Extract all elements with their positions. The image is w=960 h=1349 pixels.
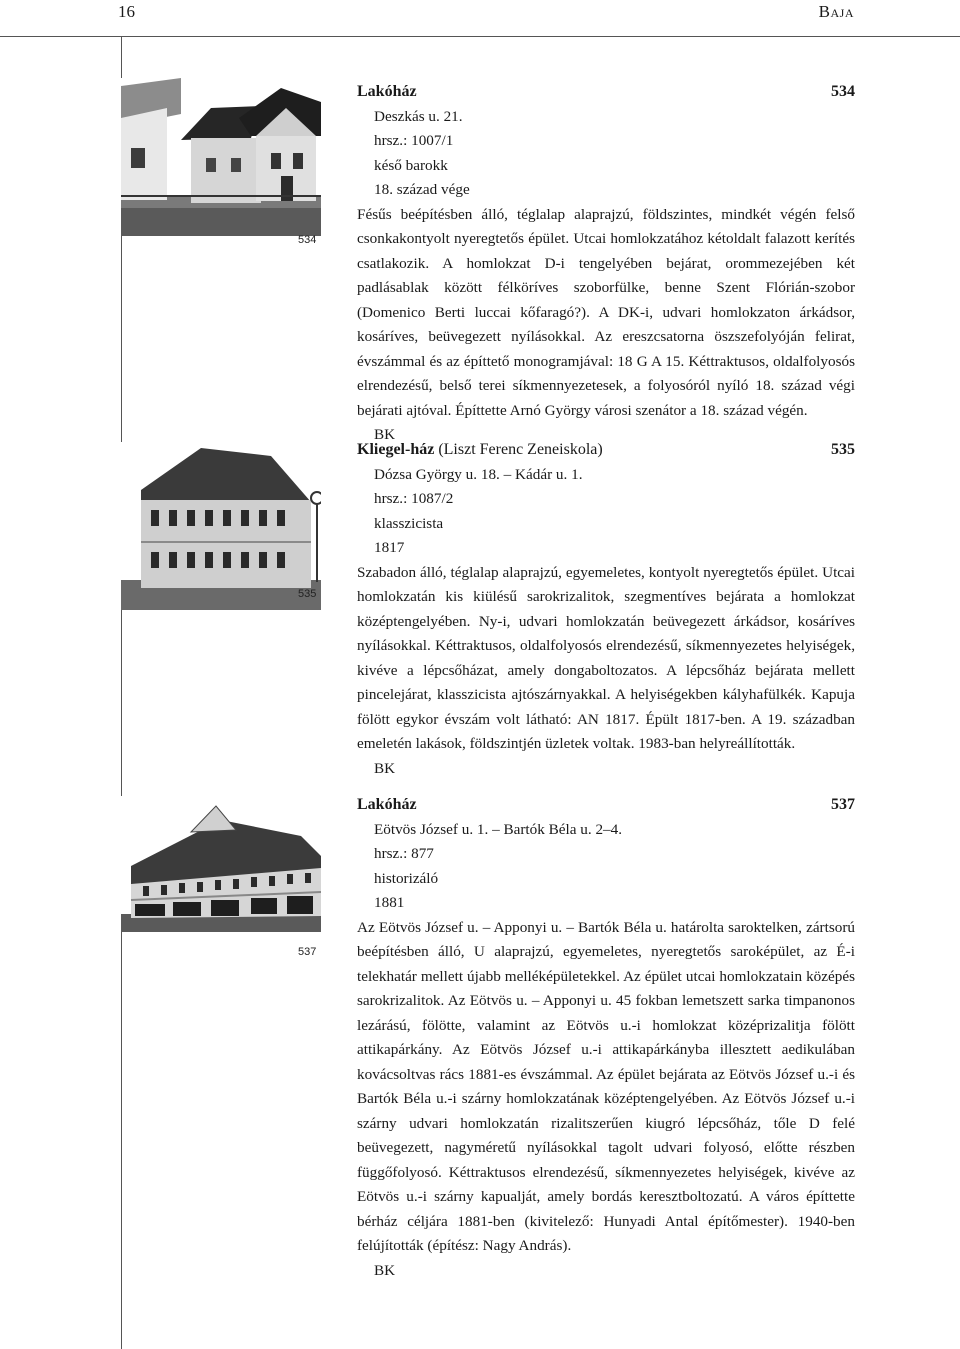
entry-heading: [357, 438, 855, 463]
photo-label-535: 535: [298, 588, 317, 600]
entry-534: [357, 80, 855, 448]
entry-number: 535: [831, 441, 855, 458]
entry-description: Fésűs beépítésben álló, téglalap alaprajzú, földszintes, mindkét végén felső csonkakontyolt nyeregtetős épület. Utcai homlokzatához kétoldalt falazott kerítés csatlakozik. A homlokzat D-i tengelyében bejárat, orommezejében két padlásablak között félköríves szoborfülke, benne Szent Flórián-szobor (Domenico Berti luccai kőfaragó?). A DK-i, udvari homlokzaton árkádsor, kosáríves, beüvegezett nyílásokkal. Az ereszcsatorna öszszefolyóján felirat, évszámmal és az építtető monogramjával: 18 G A 15. Kéttraktusos, oldalfolyosós elrendezésű, belső terei síkmennyezetesek, a folyosóról nyíló 18. század végi bejárati ajtóval. Építtette Arnó György városi szenátor a 18. század végén.: [357, 205, 855, 419]
running-head: Baja: [818, 2, 854, 21]
entry-style: késő barokk: [374, 156, 448, 174]
entry-author: BK: [374, 759, 396, 777]
entry-heading: [357, 80, 855, 105]
entry-author: BK: [374, 426, 396, 443]
entry-537: [357, 793, 855, 1283]
entry-style: historizáló: [374, 869, 439, 887]
photo-label-537: 537: [298, 946, 317, 958]
entry-address: Deszkás u. 21.: [374, 107, 463, 125]
entry-date: 18. század vége: [374, 181, 470, 198]
entry-date: 1817: [374, 539, 405, 556]
page-header: [0, 0, 960, 40]
entry-number: 534: [831, 83, 855, 100]
entry-author: BK: [374, 1261, 396, 1279]
entry-description: Szabadon álló, téglalap alaprajzú, egyemeletes, kontyolt nyeregtetős épület. Utcai homlokzatán kis kiülésű sarokrizalitok, szegmentíves bejárata a homlokzat középtengelyében. Ny-i, udvari homlokzatán beüvegezett árkádsor, kosáríves nyílásokkal. Kéttraktusos, oldalfolyosós elrendezésű, síkmennyezetes helyiségek, kivéve a lépcsőházat, amely dongaboltozatos. A lépcsőház bejárata mellett pincelejárat, klasszicista ajtószárnyakkal. A helyiségekben kályhafülkék. Kapuja fölött egykor évszám volt látható: AN 1817. Épült 1817-ben. A 19. században emeletén lakások, földszintjén üzletek voltak. 1983-ban helyreállították.: [357, 563, 855, 752]
photo-534: [121, 78, 321, 236]
entry-style: klasszicista: [374, 514, 444, 532]
entry-heading: [357, 793, 855, 818]
entry-parcel: hrsz.: 877: [374, 845, 434, 862]
entry-subtitle: (Liszt Ferenc Zeneiskola): [434, 441, 603, 458]
photo-537: [121, 796, 321, 932]
entry-535: [357, 438, 855, 781]
entry-title: Lakóház: [357, 83, 417, 100]
entry-number: 537: [831, 796, 855, 813]
entry-date: 1881: [374, 894, 405, 911]
entry-parcel: hrsz.: 1007/1: [374, 132, 454, 149]
page-number: 16: [118, 2, 135, 21]
photo-label-534: 534: [298, 234, 317, 246]
entry-address: Eötvös József u. 1. – Bartók Béla u. 2–4.: [374, 820, 623, 838]
entry-title: Kliegel-ház: [357, 441, 435, 458]
photo-535: [121, 442, 321, 610]
entry-address: Dózsa György u. 18. – Kádár u. 1.: [374, 465, 583, 483]
header-rule: [0, 36, 960, 37]
entry-parcel: hrsz.: 1087/2: [374, 490, 454, 507]
entry-description: Az Eötvös József u. – Apponyi u. – Bartók Béla u. határolta saroktelken, zártsorú beépítésben álló, U alaprajzú, egyemeletes, nyeregtetős saroképület, az É-i telekhatár mellett újabb melléképületekkel. Az épület utcai homlokzatain középés sarokrizalitok. Az Eötvös u. – Apponyi u. 45 fokban lemetszett sarka timpanonos lezárású, fölötte, valamint az Eötvös u.-i homlokzat középrizalitja fölött attikapárkány. Az Eötvös József u.-i attikapárkányba illesztett aedikulában kovácsoltvas rács 1881-es évszámmal. Az épület bejárata az Eötvös József u.-i és Bartók Béla u.-i szárny homlokzatának középtengelyében. Az Eötvös József u.-i szárny udvari homlokzatán rizalitszerűen kiugró lépcsőház, tőle D felé beüvegezett, nagyméretű nyílásokkal tagolt udvari folyosó, előtte részben függőfolyosó. Kéttraktusos elrendezésű, síkmennyezetes helyiségek, kivéve az Eötvös u.-i szárny kapualját, amely bordás keresztboltozatú. A város építtette bérház céljára 1881-ben (kivitelező: Hunyadi Antal építőmester). 1940-ben felújították (építész: Nagy András).: [357, 918, 855, 1254]
entry-title: Lakóház: [357, 796, 417, 813]
